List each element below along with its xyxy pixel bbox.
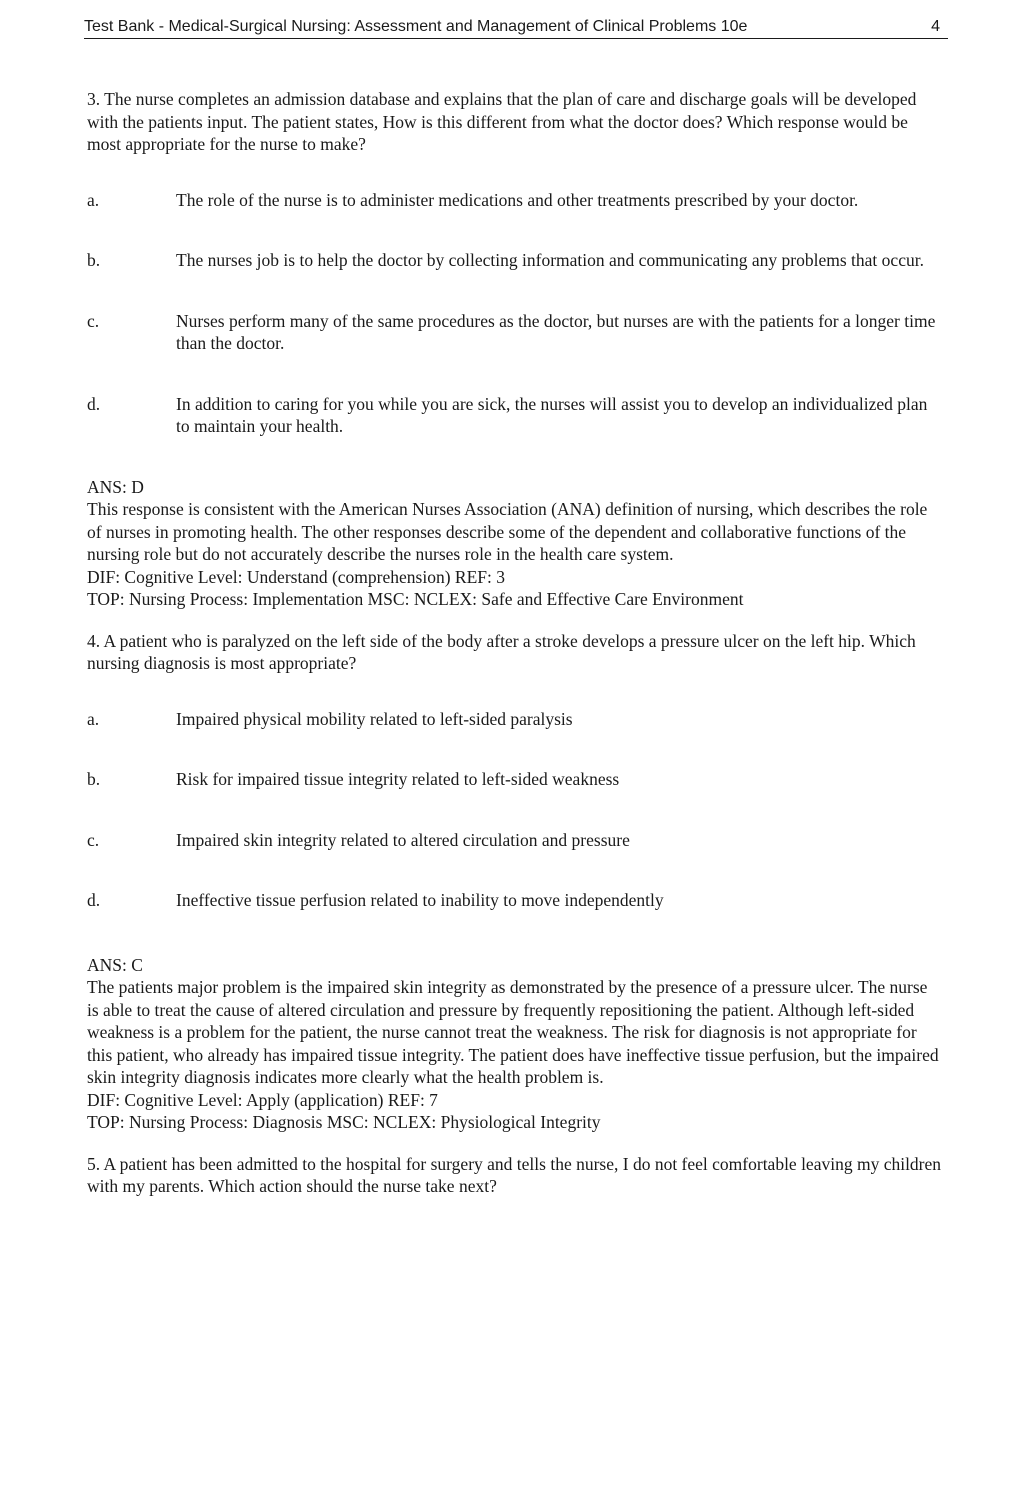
option-letter: a. bbox=[87, 708, 100, 729]
option-letter: d. bbox=[87, 393, 101, 414]
option-letter: a. bbox=[87, 189, 100, 210]
option-text: Ineffective tissue perfusion related to inability to move independently bbox=[176, 890, 664, 910]
question-3-option-a bbox=[87, 189, 943, 212]
option-text: The role of the nurse is to administer medications and other treatments prescribed by your doctor. bbox=[176, 189, 859, 210]
option-letter: d. bbox=[87, 890, 101, 910]
option-text: Impaired physical mobility related to left-sided paralysis bbox=[176, 708, 573, 729]
question-4-options bbox=[87, 708, 943, 912]
question-4-option-c bbox=[87, 829, 943, 852]
option-text: The nurses job is to help the doctor by collecting information and communicating any problems that occur. bbox=[176, 250, 924, 270]
question-4-option-a bbox=[87, 708, 943, 731]
option-text: In addition to caring for you while you are sick, the nurses will assist you to develop an individualized plan to maintain your health. bbox=[176, 393, 928, 436]
question-3-difficulty: DIF: Cognitive Level: Understand (comprehension) REF: 3 bbox=[87, 566, 505, 587]
question-3-stem: 3. The nurse completes an admission database and explains that the plan of care and discharge goals will be developed with the patients input. The patient states, How is this different from what the doctor does? Which response would be most appropriate for the nurse to make? bbox=[87, 89, 917, 154]
question-3-option-b bbox=[87, 249, 943, 272]
question-4-answer: ANS: C bbox=[87, 954, 143, 975]
question-3-rationale: This response is consistent with the American Nurses Association (ANA) definition of nursing, which describes the role of nurses in promoting health. The other responses describe some of the dependent and collaborative functions of the nursing role but do not accurately describe the nurses role in the health care system. bbox=[87, 499, 928, 564]
question-3-option-c bbox=[87, 310, 943, 355]
page-number: 4 bbox=[931, 18, 940, 35]
question-5-stem: 5. A patient has been admitted to the hospital for surgery and tells the nurse, I do not feel comfortable leaving my children with my parents. Which action should the nurse take next? bbox=[87, 1153, 942, 1196]
question-3-topic: TOP: Nursing Process: Implementation MSC: NCLEX: Safe and Effective Care Environment bbox=[87, 589, 744, 609]
question-4-stem: 4. A patient who is paralyzed on the left side of the body after a stroke develops a pressure ulcer on the left hip. Which nursing diagnosis is most appropriate? bbox=[87, 630, 916, 673]
page-content bbox=[87, 88, 943, 1198]
question-3-answer: ANS: D bbox=[87, 476, 144, 497]
option-letter: b. bbox=[87, 250, 101, 270]
running-header bbox=[84, 16, 948, 39]
option-letter: c. bbox=[87, 829, 100, 850]
question-4-difficulty: DIF: Cognitive Level: Apply (application) REF: 7 bbox=[87, 1089, 438, 1110]
question-3-options bbox=[87, 189, 943, 438]
option-letter: b. bbox=[87, 769, 101, 789]
question-4-option-d bbox=[87, 889, 943, 912]
question-4-rationale: The patients major problem is the impaired skin integrity as demonstrated by the presence of a pressure ulcer. The nurse is able to treat the cause of altered circulation and pressure by frequently repositioning the patient. Although left-sided weakness is a problem for the patient, the nurse cannot treat the weakness. The risk for diagnosis is not appropriate for this patient, who already has impaired tissue integrity. The patient does have ineffective tissue perfusion, but the impaired skin integrity diagnosis indicates more clearly what the health problem is. bbox=[87, 977, 939, 1087]
option-text: Risk for impaired tissue integrity related to left-sided weakness bbox=[176, 769, 620, 789]
option-text: Nurses perform many of the same procedures as the doctor, but nurses are with the patients for a longer time than the doctor. bbox=[176, 310, 936, 353]
header-title: Test Bank - Medical-Surgical Nursing: Assessment and Management of Clinical Problems 10e bbox=[84, 18, 748, 35]
option-text: Impaired skin integrity related to altered circulation and pressure bbox=[176, 829, 630, 850]
question-3-option-d bbox=[87, 393, 943, 438]
question-4-option-b bbox=[87, 768, 943, 791]
question-4-topic: TOP: Nursing Process: Diagnosis MSC: NCLEX: Physiological Integrity bbox=[87, 1112, 601, 1132]
option-letter: c. bbox=[87, 310, 100, 331]
